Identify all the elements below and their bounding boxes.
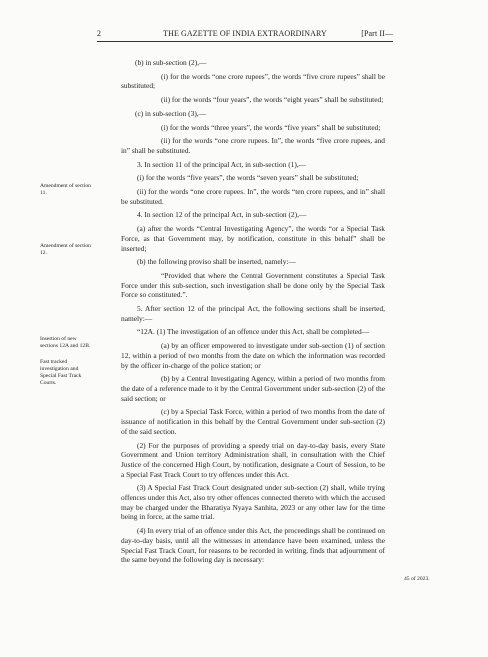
margin-note-act-reference: 45 of 2023. [404, 576, 430, 582]
section-3-i: (i) for the words “five years”, the words “seven years” shall be substituted; [137, 173, 359, 183]
section-5-text: 5. After section 12 of the principal Act, the following sections shall be inserted, namely:— [121, 304, 385, 323]
section-3-text: 3. In section 11 of the principal Act, in sub-section (1),— [137, 159, 307, 169]
clause-b-i: (i) for the words “one crore rupees”, the words “five crore rupees” shall be substituted; [121, 71, 385, 91]
margin-note-section-11: Amendment of section 11. [40, 183, 91, 196]
section-12a-1-c: (c) by a Special Task Force, within a period of two months from the date of issuance of notification in this behalf by the Central Government under sub-section (2) of the said section. [121, 407, 385, 436]
section-12a-1-b: (b) by a Central Investigating Agency, within a period of two months from the date of a reference made to it by the Central Government under sub-section (2) of the said section; or [121, 374, 385, 403]
section-12a-2: (2) For the purposes of providing a speedy trial on day-to-day basis, every State Government and Union territory Administration shall, in consultation with the Chief Justice of the concerned High Court, by notification, designate a Court of Session, to be a Special Fast Track Court to try offences under this Act. [121, 440, 385, 479]
proviso-text: “Provided that where the Central Government constitutes a Special Task Force under this sub-section, such investigation shall be done only by the Special Task Force so constituted.”. [121, 270, 385, 300]
section-3-ii: (ii) for the words “one crore rupees. In”, the words “ten crore rupees, and in” shall be substituted. [121, 187, 385, 206]
margin-note-section-12: Amendment of section 12. [40, 243, 91, 256]
section-12a-1: “12A. (1) The investigation of an offence under this Act, shall be completed— [137, 327, 370, 337]
document-body [121, 58, 385, 569]
section-12a-4: (4) In every trial of an offence under this Act, the proceedings shall be continued on day-to-day basis, until all the witnesses in attendance have been examined, unless the Special Fast Track Court, for reasons to be recorded in writing, finds that adjournment of the same beyond the following day is necessary: [121, 526, 385, 565]
margin-note-fast-track: Fast tracked investigation and Special Fast Track Courts. [40, 359, 82, 386]
gazette-title: THE GAZETTE OF INDIA EXTRAORDINARY [163, 29, 327, 38]
clause-c-ii: (ii) for the words “one crore rupees. In”, the words “five crore rupees, and in” shall be substituted. [121, 136, 385, 155]
section-4-a: (a) after the words “Central Investigating Agency”, the words “or a Special Task Force, as that Government may, by notification, constitute in this behalf” shall be inserted; [121, 224, 385, 253]
page-number: 2 [97, 29, 102, 38]
clause-c-i: (i) for the words “three years”, the words “five years” shall be substituted; [161, 122, 381, 132]
clause-c-subsection-3: (c) in sub-section (3),— [135, 108, 207, 118]
part-label: [Part II— [361, 29, 393, 38]
section-12a-3: (3) A Special Fast Track Court designated under sub-section (2) shall, while trying offences under this Act, also try other offences connected thereto with which the accused may be charged under the Bharatiya Nyaya Sanhita, 2023 or any other law for the time being in force, at the same trial. [121, 483, 385, 522]
clause-b-subsection-2: (b) in sub-section (2),— [135, 58, 207, 67]
clause-b-ii: (ii) for the words “four years”, the words “eight years” shall be substituted; [161, 95, 384, 105]
section-4-text: 4. In section 12 of the principal Act, in sub-section (2),— [137, 210, 307, 220]
section-12a-1-a: (a) by an officer empowered to investigate under sub-section (1) of section 12, within a period of two months from the date on which the information was recorded by the officer in-charge of the police station; or [121, 341, 385, 370]
header-rule [97, 41, 393, 42]
section-4-b: (b) the following proviso shall be inserted, namely:— [137, 257, 296, 267]
margin-note-insertion: Insertion of new sections 12A and 12B. [40, 336, 91, 349]
